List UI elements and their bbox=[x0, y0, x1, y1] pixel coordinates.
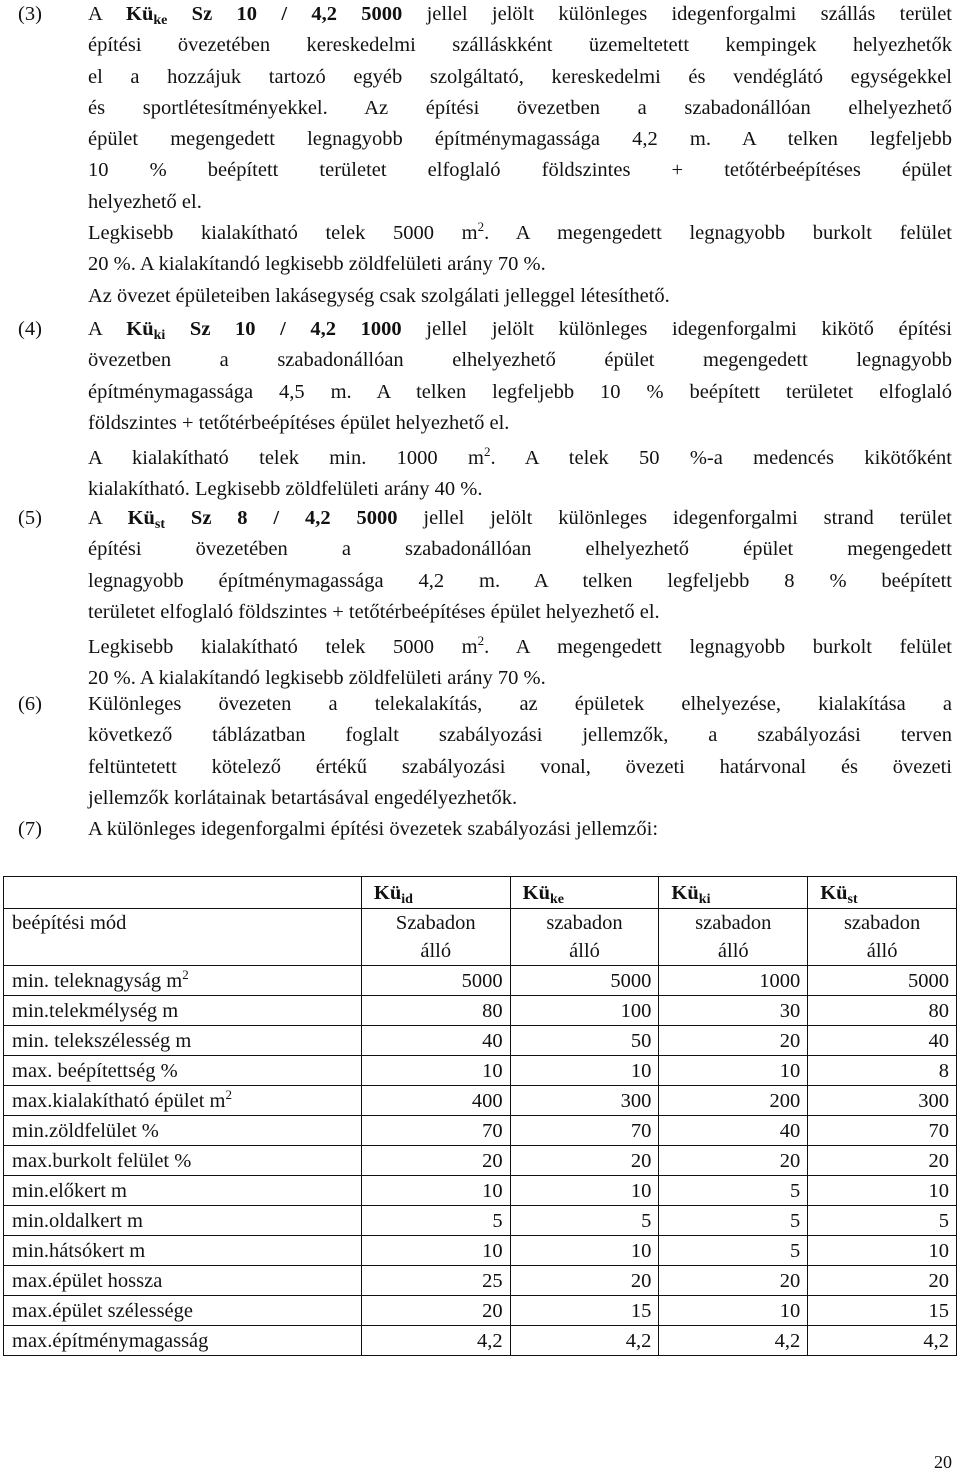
table-cell: 10 bbox=[808, 1176, 957, 1206]
table-cell: 10 bbox=[361, 1176, 510, 1206]
paragraph-4 bbox=[18, 314, 952, 506]
zone-code: Kü bbox=[126, 3, 154, 25]
text: A bbox=[88, 3, 126, 25]
zone-code: Kü bbox=[127, 507, 155, 529]
table-row bbox=[4, 1236, 957, 1266]
paragraph-number: (4) bbox=[18, 318, 42, 340]
text: Legkisebb kialakítható telek 5000 m bbox=[88, 636, 478, 659]
table-row bbox=[4, 1296, 957, 1326]
paragraph-line: helyezhető el. bbox=[88, 190, 202, 213]
page-number: 20 bbox=[934, 1452, 952, 1472]
paragraph-line: A különleges idegenforgalmi építési övezetek szabályozási jellemzői: bbox=[88, 818, 659, 840]
row-label: max.építménymagasság bbox=[4, 1326, 362, 1356]
paragraph-line bbox=[88, 218, 952, 249]
table-cell: 40 bbox=[659, 1116, 808, 1146]
table-cell: 10 bbox=[808, 1236, 957, 1266]
table-row bbox=[4, 1206, 957, 1236]
paragraph-number: (5) bbox=[18, 507, 42, 529]
table-cell: 20 bbox=[659, 1266, 808, 1296]
table-header-row bbox=[4, 877, 957, 909]
superscript: 2 bbox=[477, 633, 485, 649]
row-label: max.kialakítható épület $m^2$ bbox=[4, 1086, 362, 1116]
table-cell: 70 bbox=[510, 1116, 659, 1146]
paragraph-line: jellemzők korlátainak betartásával engedélyezhetők. bbox=[88, 786, 518, 809]
column-header: Küst bbox=[808, 877, 957, 909]
paragraph-line: területet elfoglaló földszintes + tetőtérbeépítéses épület helyezhető el. bbox=[88, 600, 660, 623]
table-cell: 10 bbox=[659, 1296, 808, 1326]
paragraph-line: Különleges övezeten a telekalakítás, az épületek elhelyezése, kialakítása a bbox=[88, 693, 952, 715]
paragraph-line: földszintes + tetőtérbeépítéses épület helyezhető el. bbox=[88, 411, 510, 434]
paragraph-line: épület megengedett legnagyobb építménymagassága 4,2 m. A telken legfeljebb bbox=[88, 128, 952, 151]
table-cell: 15 bbox=[808, 1296, 957, 1326]
paragraph-line: 10 % beépített területet elfoglaló földszintes + tetőtérbeépítéses épület bbox=[88, 159, 952, 182]
table-row bbox=[4, 966, 957, 996]
column-header: Küke bbox=[510, 877, 659, 909]
zone-spec: Sz 10 / 4,2 5000 bbox=[167, 3, 403, 25]
paragraph-line bbox=[88, 443, 952, 474]
text: . A megengedett legnagyobb burkolt felület bbox=[484, 222, 953, 245]
zone-spec: Sz 8 / 4,2 5000 bbox=[165, 507, 398, 529]
table-cell: 1000 bbox=[659, 966, 808, 996]
paragraph-line bbox=[88, 632, 952, 663]
paragraph-line bbox=[88, 0, 952, 30]
table-cell: 20 bbox=[361, 1296, 510, 1326]
table-row bbox=[4, 1086, 957, 1116]
table-cell: 10 bbox=[659, 1056, 808, 1086]
table-cell: 4,2 bbox=[808, 1326, 957, 1356]
table-cell: 80 bbox=[361, 996, 510, 1026]
table-cell: 40 bbox=[361, 1026, 510, 1056]
paragraph-number: (6) bbox=[18, 693, 42, 715]
paragraph-line: feltüntetett kötelező értékű szabályozási vonal, övezeti határvonal és övezeti bbox=[88, 755, 952, 778]
row-label: min.zöldfelület % bbox=[4, 1116, 362, 1146]
table-cell: Szabadon álló bbox=[361, 909, 510, 966]
table-cell: 20 bbox=[659, 1146, 808, 1176]
table-row bbox=[4, 1026, 957, 1056]
table-row bbox=[4, 1266, 957, 1296]
text: A bbox=[88, 318, 127, 340]
table-cell: 40 bbox=[808, 1026, 957, 1056]
zone-code: Kü bbox=[126, 318, 154, 340]
row-label: beépítési mód bbox=[4, 909, 362, 966]
paragraph-line: következő táblázatban foglalt szabályozási jellemzők, a szabályozási terven bbox=[88, 724, 952, 747]
row-label: max.burkolt felület % bbox=[4, 1146, 362, 1176]
superscript: 2 bbox=[483, 444, 491, 460]
paragraph-number: (3) bbox=[18, 3, 42, 25]
superscript: 2 bbox=[225, 1086, 232, 1102]
table-cell: 70 bbox=[361, 1116, 510, 1146]
table-row bbox=[4, 1176, 957, 1206]
table-cell: 4,2 bbox=[659, 1326, 808, 1356]
paragraph-7 bbox=[18, 814, 952, 845]
table-cell: 20 bbox=[510, 1146, 659, 1176]
table-cell: 5000 bbox=[808, 966, 957, 996]
table-cell: 300 bbox=[510, 1086, 659, 1116]
paragraph-line: kialakítható. Legkisebb zöldfelületi arány 40 %. bbox=[88, 478, 483, 501]
table-header-empty bbox=[4, 877, 362, 909]
table-cell: 4,2 bbox=[361, 1326, 510, 1356]
table-cell: 80 bbox=[808, 996, 957, 1026]
zone-spec: Sz 10 / 4,2 1000 bbox=[165, 318, 402, 340]
table-cell: 20 bbox=[361, 1146, 510, 1176]
paragraph-line: 20 %. A kialakítandó legkisebb zöldfelületi arány 70 %. bbox=[88, 253, 546, 276]
paragraph-line bbox=[88, 314, 952, 345]
table-cell: 400 bbox=[361, 1086, 510, 1116]
row-label: max. beépítettség % bbox=[4, 1056, 362, 1086]
table-cell: 4,2 bbox=[510, 1326, 659, 1356]
table-cell: szabadon álló bbox=[808, 909, 957, 966]
table-cell: 5 bbox=[510, 1206, 659, 1236]
table-cell: 5 bbox=[659, 1206, 808, 1236]
table-cell: 20 bbox=[510, 1266, 659, 1296]
table-cell: 10 bbox=[510, 1236, 659, 1266]
row-label: min. telekszélesség m bbox=[4, 1026, 362, 1056]
paragraph-line: legnagyobb építménymagassága 4,2 m. A telken legfeljebb 8 % beépített bbox=[88, 569, 952, 592]
row-label: min.oldalkert m bbox=[4, 1206, 362, 1236]
paragraph-6 bbox=[18, 689, 952, 814]
text: jellel jelölt különleges idegenforgalmi strand terület bbox=[397, 507, 952, 529]
table-row-building-mode bbox=[4, 909, 957, 966]
paragraph-5 bbox=[18, 503, 952, 695]
table-cell: 20 bbox=[808, 1266, 957, 1296]
paragraph-line bbox=[88, 503, 952, 534]
table-cell: 5000 bbox=[510, 966, 659, 996]
paragraph-line: övezetben a szabadonállóan elhelyezhető épület megengedett legnagyobb bbox=[88, 349, 952, 372]
table-row bbox=[4, 996, 957, 1026]
table-cell: 30 bbox=[659, 996, 808, 1026]
table-cell: 10 bbox=[361, 1236, 510, 1266]
table-cell: 25 bbox=[361, 1266, 510, 1296]
table-row bbox=[4, 1116, 957, 1146]
zone-code-subscript: st bbox=[154, 517, 166, 532]
table-cell: 50 bbox=[510, 1026, 659, 1056]
row-label: max.épület hossza bbox=[4, 1266, 362, 1296]
paragraph-line: építménymagassága 4,5 m. A telken legfeljebb 10 % beépített területet elfoglaló bbox=[88, 380, 952, 403]
text: Legkisebb kialakítható telek 5000 m bbox=[88, 222, 478, 245]
table-cell: 20 bbox=[659, 1026, 808, 1056]
table-cell: 200 bbox=[659, 1086, 808, 1116]
table-row bbox=[4, 1056, 957, 1086]
superscript: 2 bbox=[182, 966, 189, 982]
text: jellel jelölt különleges idegenforgalmi kikötő építési bbox=[401, 318, 952, 340]
table-cell: 8 bbox=[808, 1056, 957, 1086]
table-cell: 70 bbox=[808, 1116, 957, 1146]
table-cell: szabadon álló bbox=[659, 909, 808, 966]
table-cell: 15 bbox=[510, 1296, 659, 1326]
column-header: Küki bbox=[659, 877, 808, 909]
zone-code-subscript: ke bbox=[153, 13, 168, 28]
text: A bbox=[88, 507, 128, 529]
paragraph-line: 20 %. A kialakítandó legkisebb zöldfelületi arány 70 %. bbox=[88, 667, 546, 690]
superscript: 2 bbox=[477, 219, 485, 235]
table-cell: 300 bbox=[808, 1086, 957, 1116]
paragraph-line: építési övezetében a szabadonállóan elhelyezhető épület megengedett bbox=[88, 538, 952, 561]
table-cell: 5 bbox=[361, 1206, 510, 1236]
paragraph-line: Az övezet épületeiben lakásegység csak szolgálati jelleggel létesíthető. bbox=[88, 284, 670, 307]
paragraph-line: építési övezetében kereskedelmi szálláskként üzemeltetett kempingek helyezhetők bbox=[88, 34, 952, 57]
table-cell: 5 bbox=[659, 1236, 808, 1266]
table-cell: 100 bbox=[510, 996, 659, 1026]
text: A kialakítható telek min. 1000 m bbox=[88, 447, 484, 470]
table-row bbox=[4, 1146, 957, 1176]
text: jellel jelölt különleges idegenforgalmi szállás terület bbox=[402, 3, 952, 25]
column-header: Küid bbox=[361, 877, 510, 909]
table-cell: 10 bbox=[510, 1056, 659, 1086]
table-row bbox=[4, 1326, 957, 1356]
zone-code-subscript: ki bbox=[153, 328, 166, 343]
zoning-regulation-table bbox=[3, 876, 957, 1356]
row-label: min.telekmélység m bbox=[4, 996, 362, 1026]
paragraph-3 bbox=[18, 0, 952, 312]
row-label: max.épület szélessége bbox=[4, 1296, 362, 1326]
row-label: min.hátsókert m bbox=[4, 1236, 362, 1266]
row-label: min. teleknagyság $m^2$ bbox=[4, 966, 362, 996]
table-cell: 10 bbox=[510, 1176, 659, 1206]
paragraph-line: el a hozzájuk tartozó egyéb szolgáltató, kereskedelmi és vendéglátó egységekkel bbox=[88, 65, 952, 88]
table-cell: 10 bbox=[361, 1056, 510, 1086]
table-cell: 5 bbox=[808, 1206, 957, 1236]
text: . A megengedett legnagyobb burkolt felület bbox=[484, 636, 953, 659]
table-cell: 20 bbox=[808, 1146, 957, 1176]
paragraph-line: és sportlétesítményekkel. Az építési övezetben a szabadonállóan elhelyezhető bbox=[88, 96, 952, 119]
paragraph-number: (7) bbox=[18, 818, 42, 840]
table-cell: 5000 bbox=[361, 966, 510, 996]
table-cell: 5 bbox=[659, 1176, 808, 1206]
table-cell: szabadon álló bbox=[510, 909, 659, 966]
row-label: min.előkert m bbox=[4, 1176, 362, 1206]
text: . A telek 50 %-a medencés kikötőként bbox=[490, 447, 953, 470]
